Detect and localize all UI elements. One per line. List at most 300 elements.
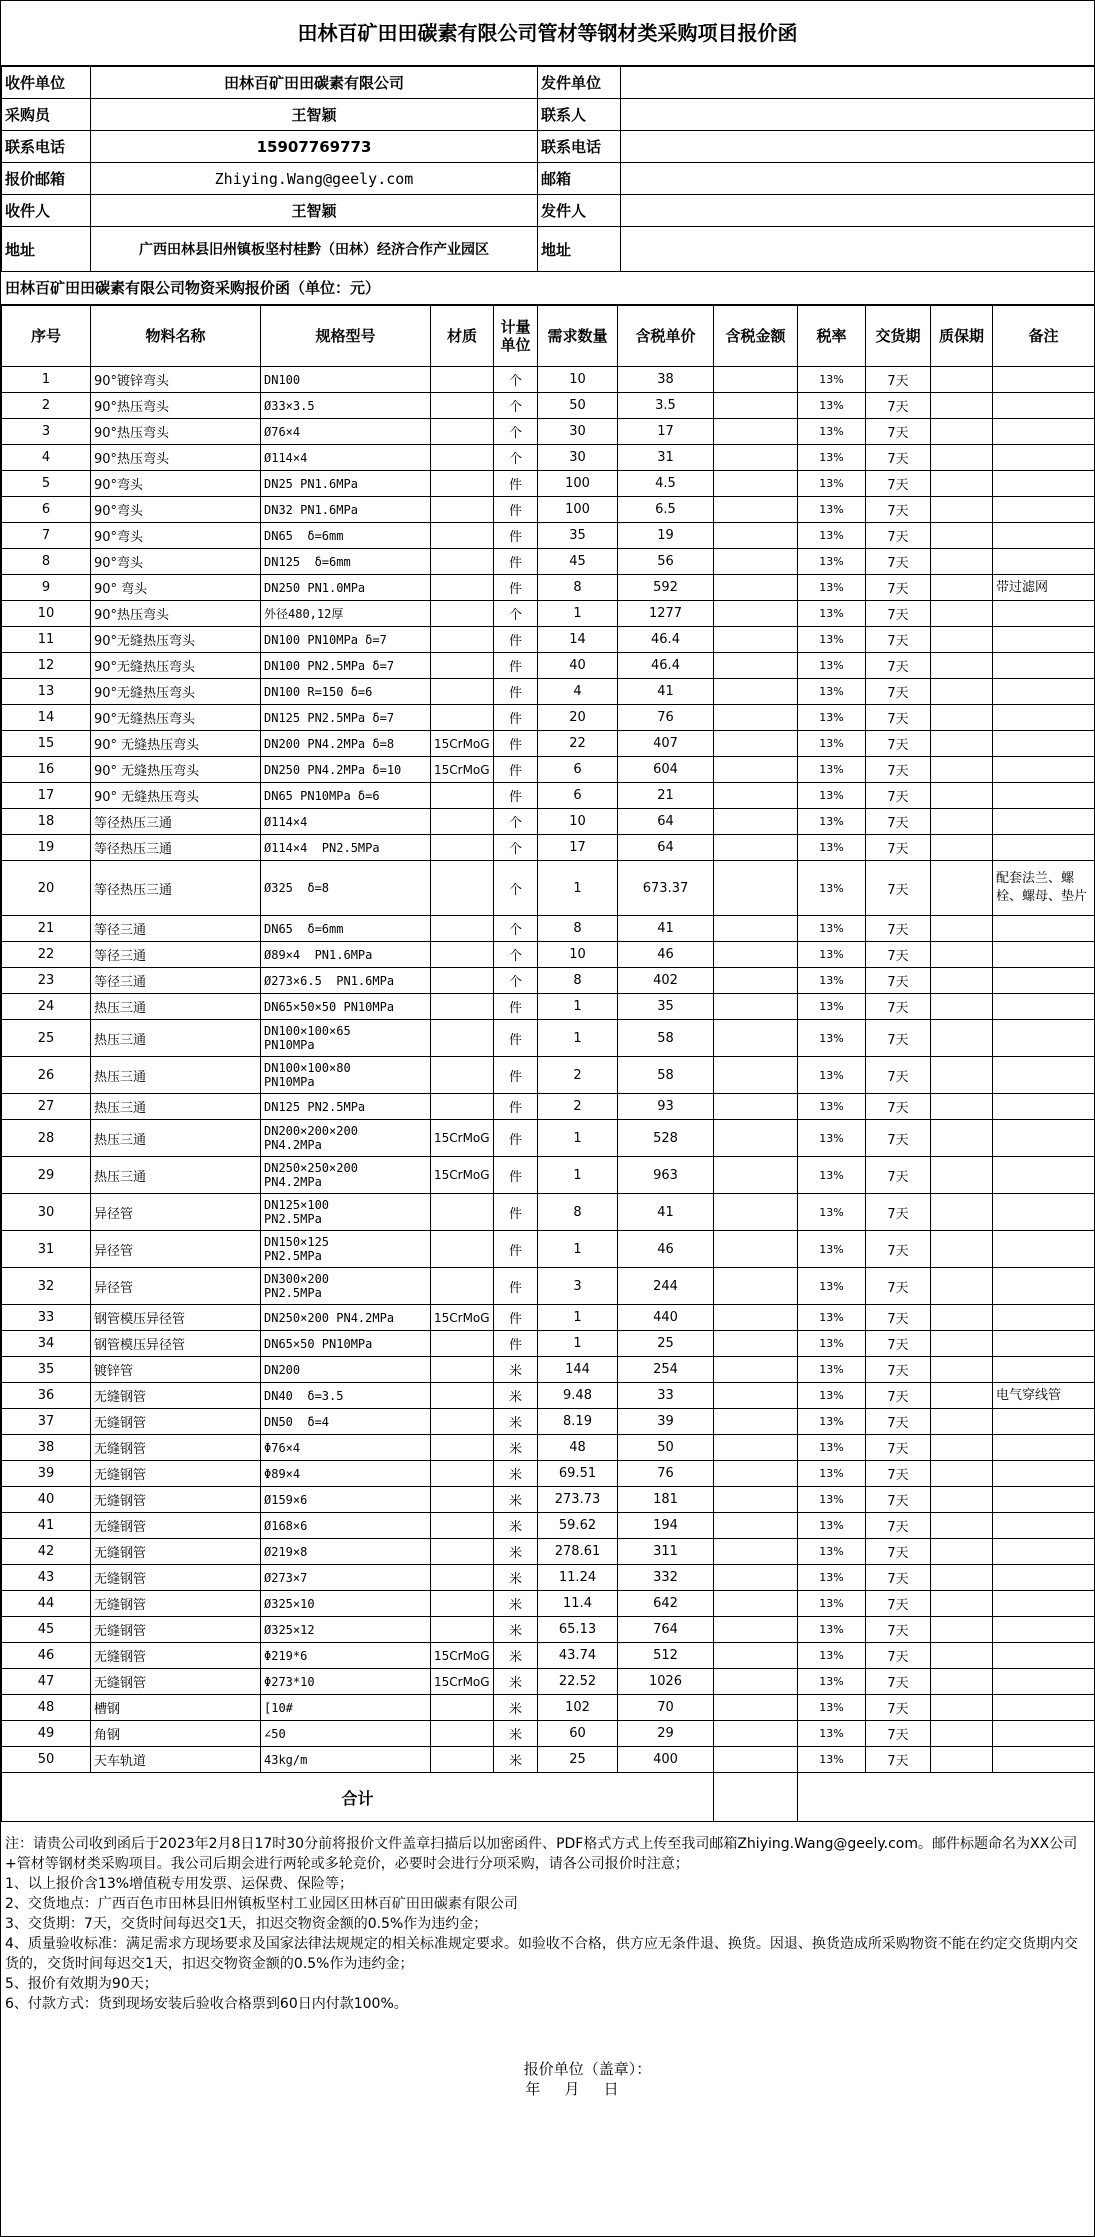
- recipient-label: 收件人: [2, 195, 91, 227]
- cell-delivery: 7天: [866, 1487, 931, 1513]
- cell-no: 40: [2, 1487, 91, 1513]
- cell-amount[interactable]: [714, 1669, 798, 1695]
- cell-qty: 1: [538, 601, 618, 627]
- cell-name: 90°弯头: [91, 497, 261, 523]
- cell-price: 1277: [618, 601, 714, 627]
- cell-no: 49: [2, 1721, 91, 1747]
- cell-warranty[interactable]: [931, 393, 993, 419]
- cell-amount[interactable]: [714, 445, 798, 471]
- cell-qty: 102: [538, 1695, 618, 1721]
- cell-material: [431, 783, 494, 809]
- cell-qty: 22: [538, 731, 618, 757]
- cell-name: 90°无缝热压弯头: [91, 679, 261, 705]
- cell-spec: Ø114×4: [261, 445, 431, 471]
- cell-warranty[interactable]: [931, 1591, 993, 1617]
- cell-no: 24: [2, 994, 91, 1020]
- cell-price: 25: [618, 1331, 714, 1357]
- cell-remark: [993, 1331, 1095, 1357]
- cell-amount[interactable]: [714, 1721, 798, 1747]
- cell-warranty[interactable]: [931, 861, 993, 916]
- cell-qty: 43.74: [538, 1643, 618, 1669]
- cell-warranty[interactable]: [931, 731, 993, 757]
- cell-amount[interactable]: [714, 1591, 798, 1617]
- contact-value[interactable]: [621, 99, 1095, 131]
- cell-amount[interactable]: [714, 1057, 798, 1094]
- cell-delivery: 7天: [866, 497, 931, 523]
- buyer-value: 王智颖: [91, 99, 538, 131]
- cell-remark: [993, 549, 1095, 575]
- cell-unit: 米: [494, 1695, 538, 1721]
- cell-no: 15: [2, 731, 91, 757]
- cell-qty: 30: [538, 445, 618, 471]
- address2-value[interactable]: [621, 227, 1095, 272]
- cell-tax: 13%: [798, 1539, 866, 1565]
- cell-amount[interactable]: [714, 916, 798, 942]
- cell-warranty[interactable]: [931, 1617, 993, 1643]
- cell-unit: 个: [494, 809, 538, 835]
- cell-material: 15CrMoG: [431, 1157, 494, 1194]
- cell-name: 90°无缝热压弯头: [91, 653, 261, 679]
- cell-spec: DN100 R=150 δ=6: [261, 679, 431, 705]
- cell-qty: 10: [538, 367, 618, 393]
- header-delivery: 交货期: [866, 306, 931, 367]
- cell-no: 38: [2, 1435, 91, 1461]
- cell-warranty[interactable]: [931, 523, 993, 549]
- cell-amount[interactable]: [714, 627, 798, 653]
- cell-material: [431, 1591, 494, 1617]
- cell-warranty[interactable]: [931, 601, 993, 627]
- cell-spec: DN300×200 PN2.5MPa: [261, 1268, 431, 1305]
- cell-warranty[interactable]: [931, 575, 993, 601]
- cell-unit: 米: [494, 1565, 538, 1591]
- cell-amount[interactable]: [714, 1539, 798, 1565]
- cell-name: 钢管模压异径管: [91, 1305, 261, 1331]
- table-row: [2, 809, 1095, 835]
- cell-delivery: 7天: [866, 1721, 931, 1747]
- table-row: [2, 523, 1095, 549]
- cell-unit: 个: [494, 601, 538, 627]
- cell-warranty[interactable]: [931, 1231, 993, 1268]
- cell-price: 604: [618, 757, 714, 783]
- note-line: 2、交货地点：广西百色市田林县旧州镇板坚村工业园区田林百矿田田碳素有限公司: [5, 1896, 518, 1912]
- cell-amount[interactable]: [714, 497, 798, 523]
- cell-tax: 13%: [798, 627, 866, 653]
- cell-amount[interactable]: [714, 968, 798, 994]
- cell-amount[interactable]: [714, 1268, 798, 1305]
- cell-warranty[interactable]: [931, 653, 993, 679]
- cell-amount[interactable]: [714, 1695, 798, 1721]
- cell-material: [431, 809, 494, 835]
- cell-amount[interactable]: [714, 1643, 798, 1669]
- cell-amount[interactable]: [714, 705, 798, 731]
- cell-tax: 13%: [798, 1194, 866, 1231]
- cell-name: 无缝钢管: [91, 1643, 261, 1669]
- cell-tax: 13%: [798, 1461, 866, 1487]
- cell-warranty[interactable]: [931, 1383, 993, 1409]
- cell-delivery: 7天: [866, 1383, 931, 1409]
- cell-price: 41: [618, 679, 714, 705]
- cell-price: 3.5: [618, 393, 714, 419]
- cell-amount[interactable]: [714, 1357, 798, 1383]
- document-title: 田林百矿田田碳素有限公司管材等钢材类采购项目报价函: [1, 1, 1094, 66]
- email-label: 报价邮箱: [2, 163, 91, 195]
- cell-warranty[interactable]: [931, 1157, 993, 1194]
- cell-qty: 6: [538, 783, 618, 809]
- cell-warranty[interactable]: [931, 1539, 993, 1565]
- cell-spec: DN200 PN4.2MPa δ=8: [261, 731, 431, 757]
- cell-spec: DN100×100×80 PN10MPa: [261, 1057, 431, 1094]
- cell-price: 58: [618, 1057, 714, 1094]
- cell-no: 26: [2, 1057, 91, 1094]
- cell-no: 44: [2, 1591, 91, 1617]
- cell-material: [431, 653, 494, 679]
- address-label: 地址: [2, 227, 91, 272]
- cell-amount[interactable]: [714, 1747, 798, 1773]
- cell-name: 等径热压三通: [91, 809, 261, 835]
- table-row: [2, 1020, 1095, 1057]
- cell-name: 90°热压弯头: [91, 445, 261, 471]
- cell-name: 异径管: [91, 1231, 261, 1268]
- cell-warranty[interactable]: [931, 1721, 993, 1747]
- cell-remark: 带过滤网: [993, 575, 1095, 601]
- cell-warranty[interactable]: [931, 1120, 993, 1157]
- cell-tax: 13%: [798, 497, 866, 523]
- cell-amount[interactable]: [714, 1565, 798, 1591]
- cell-amount[interactable]: [714, 1513, 798, 1539]
- cell-spec: DN65 δ=6mm: [261, 523, 431, 549]
- cell-spec: DN50 δ=4: [261, 1409, 431, 1435]
- cell-name: 热压三通: [91, 1157, 261, 1194]
- cell-name: 无缝钢管: [91, 1617, 261, 1643]
- cell-remark: [993, 1487, 1095, 1513]
- cell-unit: 件: [494, 1305, 538, 1331]
- cell-material: [431, 1721, 494, 1747]
- cell-delivery: 7天: [866, 1231, 931, 1268]
- cell-delivery: 7天: [866, 1020, 931, 1057]
- cell-delivery: 7天: [866, 994, 931, 1020]
- cell-amount[interactable]: [714, 1020, 798, 1057]
- cell-remark: [993, 1461, 1095, 1487]
- signature-date: 年 月 日: [525, 2080, 620, 2098]
- cell-warranty[interactable]: [931, 1669, 993, 1695]
- recipient-value: 王智颖: [91, 195, 538, 227]
- cell-price: 64: [618, 809, 714, 835]
- cell-warranty[interactable]: [931, 1435, 993, 1461]
- cell-name: 无缝钢管: [91, 1383, 261, 1409]
- table-row: [2, 1565, 1095, 1591]
- cell-warranty[interactable]: [931, 1565, 993, 1591]
- cell-amount[interactable]: [714, 1435, 798, 1461]
- cell-warranty[interactable]: [931, 1695, 993, 1721]
- cell-warranty[interactable]: [931, 679, 993, 705]
- address2-label: 地址: [538, 227, 621, 272]
- header-name: 物料名称: [91, 306, 261, 367]
- cell-unit: 个: [494, 916, 538, 942]
- cell-warranty[interactable]: [931, 1513, 993, 1539]
- cell-warranty[interactable]: [931, 471, 993, 497]
- cell-warranty[interactable]: [931, 994, 993, 1020]
- cell-amount[interactable]: [714, 835, 798, 861]
- cell-unit: 米: [494, 1591, 538, 1617]
- table-row: [2, 1194, 1095, 1231]
- cell-amount[interactable]: [714, 471, 798, 497]
- cell-no: 30: [2, 1194, 91, 1231]
- cell-name: 等径三通: [91, 916, 261, 942]
- cell-name: 异径管: [91, 1268, 261, 1305]
- cell-price: 4.5: [618, 471, 714, 497]
- cell-tax: 13%: [798, 942, 866, 968]
- cell-unit: 个: [494, 942, 538, 968]
- cell-amount[interactable]: [714, 523, 798, 549]
- cell-warranty[interactable]: [931, 835, 993, 861]
- cell-amount[interactable]: [714, 1383, 798, 1409]
- cell-amount[interactable]: [714, 1331, 798, 1357]
- cell-material: [431, 471, 494, 497]
- cell-qty: 278.61: [538, 1539, 618, 1565]
- cell-warranty[interactable]: [931, 968, 993, 994]
- cell-remark: [993, 1591, 1095, 1617]
- contact-label: 联系人: [538, 99, 621, 131]
- cell-amount[interactable]: [714, 1305, 798, 1331]
- note-line: 4、质量验收标准：满足需求方现场要求及国家法律法规规定的相关标准规定要求。如验收不合格，供方应无条件退、换货。因退、换货造成所采购物资不能在约定交货期内交货的，交货时间每迟交1天，扣迟交物资金额的0.5%作为违约金；: [5, 1936, 1078, 1972]
- cell-amount[interactable]: [714, 367, 798, 393]
- cell-spec: DN65 δ=6mm: [261, 916, 431, 942]
- cell-amount[interactable]: [714, 783, 798, 809]
- cell-tax: 13%: [798, 1331, 866, 1357]
- cell-warranty[interactable]: [931, 1057, 993, 1094]
- cell-no: 31: [2, 1231, 91, 1268]
- cell-remark: [993, 497, 1095, 523]
- sender-value[interactable]: [621, 195, 1095, 227]
- cell-no: 33: [2, 1305, 91, 1331]
- cell-spec: Ø159×6: [261, 1487, 431, 1513]
- cell-amount[interactable]: [714, 942, 798, 968]
- cell-remark: [993, 523, 1095, 549]
- cell-amount[interactable]: [714, 994, 798, 1020]
- cell-delivery: 7天: [866, 1461, 931, 1487]
- cell-material: [431, 1539, 494, 1565]
- cell-warranty[interactable]: [931, 419, 993, 445]
- cell-warranty[interactable]: [931, 1094, 993, 1120]
- cell-delivery: 7天: [866, 1643, 931, 1669]
- cell-spec: DN200×200×200 PN4.2MPa: [261, 1120, 431, 1157]
- cell-amount[interactable]: [714, 757, 798, 783]
- cell-warranty[interactable]: [931, 916, 993, 942]
- cell-amount[interactable]: [714, 393, 798, 419]
- cell-warranty[interactable]: [931, 1747, 993, 1773]
- total-amount[interactable]: [714, 1773, 798, 1822]
- items-table: [1, 305, 1095, 1822]
- cell-remark: [993, 653, 1095, 679]
- cell-price: 76: [618, 705, 714, 731]
- cell-price: 38: [618, 367, 714, 393]
- cell-remark: [993, 1268, 1095, 1305]
- cell-warranty[interactable]: [931, 549, 993, 575]
- cell-spec: Ø76×4: [261, 419, 431, 445]
- cell-warranty[interactable]: [931, 809, 993, 835]
- cell-warranty[interactable]: [931, 1331, 993, 1357]
- email2-value[interactable]: [621, 163, 1095, 195]
- cell-spec: DN250 PN1.0MPa: [261, 575, 431, 601]
- cell-name: 无缝钢管: [91, 1591, 261, 1617]
- cell-warranty[interactable]: [931, 942, 993, 968]
- cell-warranty[interactable]: [931, 1305, 993, 1331]
- cell-amount[interactable]: [714, 1487, 798, 1513]
- cell-delivery: 7天: [866, 809, 931, 835]
- cell-amount[interactable]: [714, 1409, 798, 1435]
- cell-qty: 30: [538, 419, 618, 445]
- cell-warranty[interactable]: [931, 627, 993, 653]
- cell-delivery: 7天: [866, 393, 931, 419]
- cell-remark: [993, 1435, 1095, 1461]
- cell-no: 7: [2, 523, 91, 549]
- cell-spec: [10#: [261, 1695, 431, 1721]
- cell-warranty[interactable]: [931, 497, 993, 523]
- cell-amount[interactable]: [714, 549, 798, 575]
- table-row: [2, 1539, 1095, 1565]
- cell-qty: 60: [538, 1721, 618, 1747]
- note-line: 3、交货期：7天，交货时间每迟交1天，扣迟交物资金额的0.5%作为违约金；: [5, 1916, 488, 1932]
- cell-warranty[interactable]: [931, 1643, 993, 1669]
- cell-price: 70: [618, 1695, 714, 1721]
- cell-material: [431, 679, 494, 705]
- header-price: 含税单价: [618, 306, 714, 367]
- cell-material: [431, 942, 494, 968]
- cell-amount[interactable]: [714, 653, 798, 679]
- cell-amount[interactable]: [714, 679, 798, 705]
- cell-price: 764: [618, 1617, 714, 1643]
- table-row: [2, 783, 1095, 809]
- cell-unit: 个: [494, 419, 538, 445]
- cell-warranty[interactable]: [931, 1487, 993, 1513]
- cell-qty: 4: [538, 679, 618, 705]
- cell-material: [431, 1020, 494, 1057]
- cell-amount[interactable]: [714, 575, 798, 601]
- cell-spec: DN25 PN1.6MPa: [261, 471, 431, 497]
- cell-material: 15CrMoG: [431, 1669, 494, 1695]
- cell-material: [431, 835, 494, 861]
- cell-remark: [993, 1157, 1095, 1194]
- cell-remark: [993, 1094, 1095, 1120]
- cell-amount[interactable]: [714, 1231, 798, 1268]
- cell-remark: [993, 445, 1095, 471]
- cell-warranty[interactable]: [931, 1461, 993, 1487]
- cell-amount[interactable]: [714, 1461, 798, 1487]
- cell-name: 异径管: [91, 1194, 261, 1231]
- cell-tax: 13%: [798, 549, 866, 575]
- cell-delivery: 7天: [866, 653, 931, 679]
- table-row: [2, 1617, 1095, 1643]
- cell-amount[interactable]: [714, 1094, 798, 1120]
- cell-material: [431, 627, 494, 653]
- cell-warranty[interactable]: [931, 1020, 993, 1057]
- cell-qty: 59.62: [538, 1513, 618, 1539]
- cell-tax: 13%: [798, 601, 866, 627]
- cell-amount[interactable]: [714, 1194, 798, 1231]
- cell-delivery: 7天: [866, 419, 931, 445]
- cell-tax: 13%: [798, 705, 866, 731]
- cell-material: [431, 367, 494, 393]
- cell-name: 角钢: [91, 1721, 261, 1747]
- cell-unit: 个: [494, 367, 538, 393]
- cell-material: [431, 1617, 494, 1643]
- cell-tax: 13%: [798, 1617, 866, 1643]
- cell-remark: [993, 627, 1095, 653]
- cell-no: 21: [2, 916, 91, 942]
- cell-remark: [993, 968, 1095, 994]
- cell-amount[interactable]: [714, 861, 798, 916]
- cell-amount[interactable]: [714, 601, 798, 627]
- phone2-value[interactable]: [621, 131, 1095, 163]
- cell-delivery: 7天: [866, 445, 931, 471]
- cell-no: 32: [2, 1268, 91, 1305]
- cell-amount[interactable]: [714, 731, 798, 757]
- note-line: 6、付款方式：货到现场安装后验收合格票到60日内付款100%。: [5, 1996, 408, 2012]
- table-row: [2, 1461, 1095, 1487]
- cell-warranty[interactable]: [931, 783, 993, 809]
- cell-name: 无缝钢管: [91, 1487, 261, 1513]
- cell-spec: DN100 PN2.5MPa δ=7: [261, 653, 431, 679]
- cell-unit: 件: [494, 653, 538, 679]
- cell-material: [431, 968, 494, 994]
- cell-no: 39: [2, 1461, 91, 1487]
- cell-material: 15CrMoG: [431, 1643, 494, 1669]
- cell-delivery: 7天: [866, 783, 931, 809]
- cell-price: 39: [618, 1409, 714, 1435]
- cell-amount[interactable]: [714, 1120, 798, 1157]
- cell-amount[interactable]: [714, 809, 798, 835]
- cell-warranty[interactable]: [931, 1357, 993, 1383]
- cell-delivery: 7天: [866, 1057, 931, 1094]
- cell-tax: 13%: [798, 1435, 866, 1461]
- cell-warranty[interactable]: [931, 1409, 993, 1435]
- cell-warranty[interactable]: [931, 445, 993, 471]
- cell-delivery: 7天: [866, 627, 931, 653]
- cell-amount[interactable]: [714, 419, 798, 445]
- cell-warranty[interactable]: [931, 757, 993, 783]
- cell-remark: [993, 1120, 1095, 1157]
- table-row: [2, 1695, 1095, 1721]
- cell-warranty[interactable]: [931, 367, 993, 393]
- header-no: 序号: [2, 306, 91, 367]
- cell-spec: DN100: [261, 367, 431, 393]
- cell-name: 热压三通: [91, 1120, 261, 1157]
- cell-name: 90°镀锌弯头: [91, 367, 261, 393]
- cell-remark: [993, 757, 1095, 783]
- cell-material: [431, 1357, 494, 1383]
- cell-delivery: 7天: [866, 601, 931, 627]
- cell-name: 无缝钢管: [91, 1461, 261, 1487]
- cell-delivery: 7天: [866, 575, 931, 601]
- cell-tax: 13%: [798, 1383, 866, 1409]
- cell-amount[interactable]: [714, 1157, 798, 1194]
- cell-warranty[interactable]: [931, 1194, 993, 1231]
- cell-spec: DN40 δ=3.5: [261, 1383, 431, 1409]
- cell-warranty[interactable]: [931, 1268, 993, 1305]
- cell-warranty[interactable]: [931, 705, 993, 731]
- cell-unit: 米: [494, 1747, 538, 1773]
- header-material: 材质: [431, 306, 494, 367]
- cell-unit: 米: [494, 1721, 538, 1747]
- cell-unit: 件: [494, 627, 538, 653]
- sender-unit-value[interactable]: [621, 67, 1095, 99]
- cell-delivery: 7天: [866, 549, 931, 575]
- cell-amount[interactable]: [714, 1617, 798, 1643]
- cell-material: [431, 1331, 494, 1357]
- cell-name: 镀锌管: [91, 1357, 261, 1383]
- table-row: [2, 1721, 1095, 1747]
- cell-qty: 9.48: [538, 1383, 618, 1409]
